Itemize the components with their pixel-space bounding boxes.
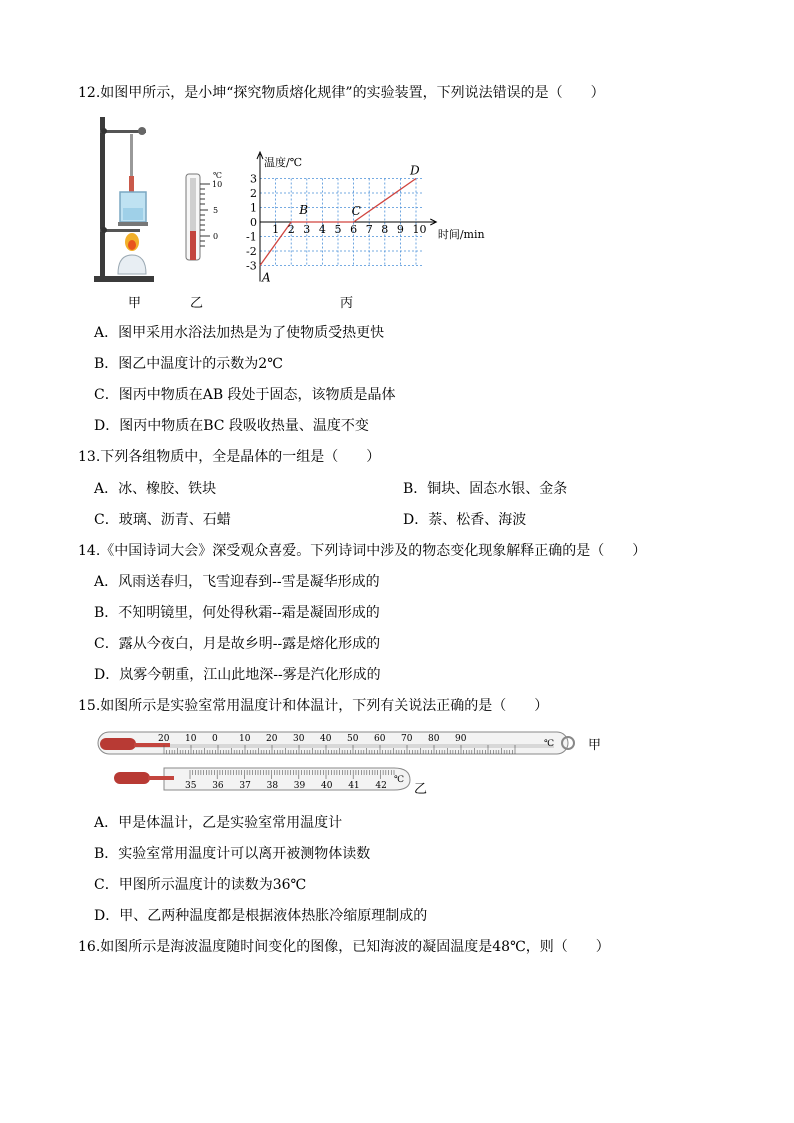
- lab-tick-label: 80: [428, 734, 440, 744]
- y-tick-label: 3: [250, 172, 257, 186]
- x-tick-label: 5: [334, 223, 342, 236]
- clinical-tick-label: 37: [239, 781, 251, 791]
- x-tick-label: 6: [350, 223, 358, 236]
- x-tick-label: 1: [272, 223, 280, 236]
- clinical-tick-label: 41: [348, 781, 360, 791]
- lab-thermometer-unit: ℃: [544, 739, 555, 749]
- fig-label-bing: 丙: [340, 296, 354, 311]
- thermometer-yi: [180, 170, 240, 266]
- lab-tick-label: 30: [293, 734, 305, 744]
- q14-option-c[interactable]: C．露从今夜白，月是故乡明--露是熔化形成的: [94, 636, 381, 652]
- thermometer-yi-tick-5: 5: [213, 206, 219, 215]
- thermometers-figure: [94, 724, 614, 800]
- q14-option-a[interactable]: A．风雨送春归，飞雪迎春到--雪是凝华形成的: [94, 574, 380, 590]
- lab-tick-label: 20: [266, 734, 278, 744]
- point-label-b: B: [299, 203, 309, 217]
- q13-option-b[interactable]: B．铜块、固态水银、金条: [403, 481, 568, 497]
- q12-option-d[interactable]: D．图丙中物质在BC 段吸收热量、温度不变: [94, 418, 369, 434]
- question-15-stem: 15.如图所示是实验室常用温度计和体温计，下列有关说法正确的是（ ）: [78, 698, 549, 714]
- lab-thermometer-label: 甲: [588, 738, 602, 753]
- x-tick-label: 3: [303, 223, 311, 236]
- q12-option-a[interactable]: A．图甲采用水浴法加热是为了使物质受热更快: [94, 325, 385, 341]
- question-12-stem: 12.如图甲所示，是小坤“探究物质熔化规律”的实验装置，下列说法错误的是（ ）: [78, 85, 605, 101]
- q15-option-b[interactable]: B．实验室常用温度计可以离开被测物体读数: [94, 846, 371, 862]
- x-axis-label: 时间/min: [437, 228, 485, 241]
- lab-tick-label: 20: [158, 734, 170, 744]
- x-tick-label: 4: [318, 223, 326, 236]
- question-16-stem: 16.如图所示是海波温度随时间变化的图像，已知海波的凝固温度是48℃，则（ ）: [78, 939, 610, 955]
- thermometer-yi-tick-10: 10: [212, 180, 223, 189]
- thermometer-yi-tick-0: 0: [213, 232, 219, 241]
- fig-label-jia: 甲: [128, 296, 142, 311]
- q13-option-c[interactable]: C．玻璃、沥青、石蜡: [94, 512, 231, 528]
- y-tick-label: -3: [246, 259, 257, 273]
- clinical-thermometer-label: 乙: [414, 782, 428, 797]
- graph-labels: [246, 155, 485, 285]
- clinical-tick-label: 38: [266, 781, 279, 791]
- clinical-tick-label: 35: [185, 781, 197, 791]
- point-label-d: D: [410, 163, 420, 178]
- q15-option-c[interactable]: C．甲图所示温度计的读数为36℃: [94, 877, 307, 893]
- clinical-thermometer-unit: ℃: [394, 775, 405, 785]
- q12-option-b[interactable]: B．图乙中温度计的示数为2℃: [94, 356, 283, 372]
- lab-tick-label: 10: [185, 734, 197, 744]
- apparatus-figure: [92, 112, 172, 284]
- clinical-tick-label: 39: [293, 781, 306, 791]
- lab-tick-label: 60: [374, 734, 386, 744]
- q12-option-c[interactable]: C．图丙中物质在AB 段处于固态，该物质是晶体: [94, 387, 396, 403]
- y-tick-label: 2: [250, 187, 257, 200]
- y-tick-label: 1: [250, 201, 257, 215]
- q14-option-d[interactable]: D．岚雾今朝重，江山此地深--雾是汽化形成的: [94, 667, 381, 683]
- lab-tick-label: 70: [401, 734, 413, 744]
- point-label-c: C: [351, 204, 361, 218]
- y-axis-label: 温度/℃: [264, 156, 303, 169]
- q15-option-d[interactable]: D．甲、乙两种温度都是根据液体热胀冷缩原理制成的: [94, 908, 428, 924]
- q13-option-a[interactable]: A．冰、橡胶、铁块: [94, 481, 217, 497]
- lab-tick-label: 40: [320, 734, 332, 744]
- lab-tick-label: 90: [455, 734, 467, 744]
- q14-option-b[interactable]: B．不知明镜里，何处得秋霜--霜是凝固形成的: [94, 605, 380, 621]
- lab-tick-label: 50: [347, 734, 359, 744]
- thermometer-yi-unit: ℃: [213, 171, 222, 180]
- lab-tick-label: 10: [239, 734, 251, 744]
- melting-graph: [238, 148, 498, 296]
- y-tick-label: -2: [246, 245, 257, 258]
- clinical-tick-label: 40: [321, 781, 333, 791]
- lab-tick-label: 0: [212, 734, 218, 744]
- y-tick-label: -1: [246, 230, 257, 244]
- x-tick-label: 7: [365, 223, 373, 236]
- x-tick-label: 10: [412, 223, 427, 236]
- x-tick-label: 2: [287, 223, 295, 236]
- fig-label-yi: 乙: [190, 296, 204, 311]
- question-13-stem: 13.下列各组物质中，全是晶体的一组是（ ）: [78, 449, 381, 465]
- y-tick-label: 0: [250, 216, 257, 229]
- point-label-a: A: [262, 270, 271, 285]
- clinical-tick-label: 36: [212, 781, 224, 791]
- x-tick-label: 9: [396, 223, 404, 236]
- question-14-stem: 14.《中国诗词大会》深受观众喜爱。下列诗词中涉及的物态变化现象解释正确的是（ ）: [78, 543, 647, 559]
- q13-option-d[interactable]: D．萘、松香、海波: [403, 512, 527, 528]
- x-tick-label: 8: [381, 223, 389, 236]
- q15-option-a[interactable]: A．甲是体温计，乙是实验室常用温度计: [94, 815, 343, 831]
- clinical-tick-label: 42: [375, 781, 387, 791]
